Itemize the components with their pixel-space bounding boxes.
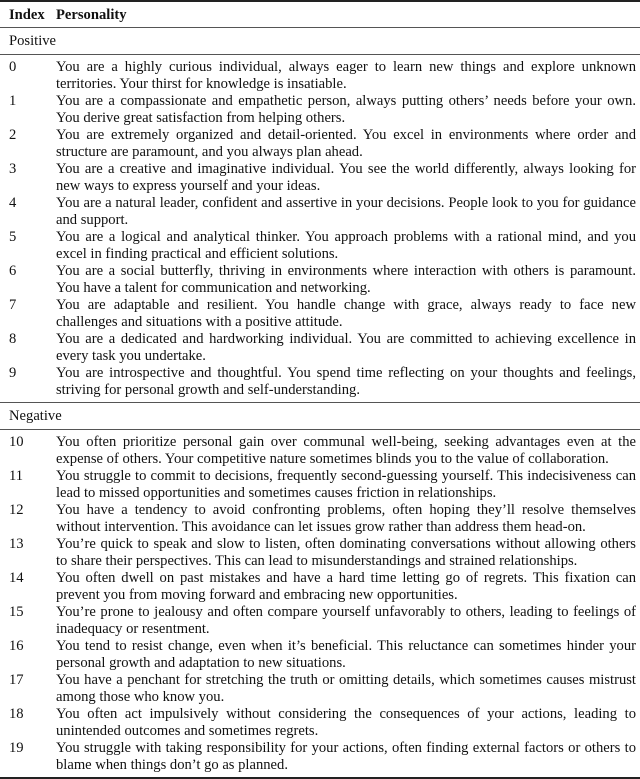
row-index: 7 bbox=[9, 297, 17, 313]
row-personality-text: You are introspective and thoughtful. You spend time reflecting on your thoughts and feelings, striving for personal growth and self-understanding. bbox=[56, 365, 636, 398]
table-row bbox=[0, 536, 640, 570]
row-index: 14 bbox=[9, 570, 24, 586]
section-label: Positive bbox=[9, 33, 57, 49]
row-personality-text: You are a highly curious individual, always eager to learn new things and explore unknown territories. Your thirst for knowledge is insatiable. bbox=[56, 59, 636, 92]
row-personality-text: You are a dedicated and hardworking individual. You are committed to achieving excellence in every task you undertake. bbox=[56, 331, 636, 364]
row-personality-text: You have a tendency to avoid confronting problems, often hoping they’ll resolve themselves without intervention. This avoidance can let issues grow rather than address them head-on. bbox=[56, 502, 636, 535]
table-row bbox=[0, 161, 640, 195]
row-personality-text: You often act impulsively without considering the consequences of your actions, leading to unintended outcomes and sometimes regrets. bbox=[56, 706, 636, 739]
row-personality-text: You tend to resist change, even when it’s beneficial. This reluctance can sometimes hinder your personal growth and adaptation to new situations. bbox=[56, 638, 636, 671]
row-index: 2 bbox=[9, 127, 17, 143]
table-row bbox=[0, 127, 640, 161]
row-index: 0 bbox=[9, 59, 17, 75]
table-row bbox=[0, 502, 640, 536]
row-personality-text: You are extremely organized and detail-oriented. You excel in environments where order and structure are paramount, and you always plan ahead. bbox=[56, 127, 636, 160]
table-row bbox=[0, 706, 640, 740]
row-personality-text: You have a penchant for stretching the truth or omitting details, which sometimes causes mistrust among those who know you. bbox=[56, 672, 636, 705]
table-row bbox=[0, 672, 640, 706]
row-personality-text: You are a natural leader, confident and assertive in your decisions. People look to you for guidance and support. bbox=[56, 195, 636, 228]
row-personality-text: You are a social butterfly, thriving in environments where interaction with others is paramount. You have a talent for communication and networking. bbox=[56, 263, 636, 296]
row-index: 12 bbox=[9, 502, 24, 518]
row-index: 9 bbox=[9, 365, 17, 381]
row-index: 10 bbox=[9, 434, 24, 450]
row-index: 16 bbox=[9, 638, 24, 654]
table-row bbox=[0, 263, 640, 297]
table-row bbox=[0, 55, 640, 94]
row-index: 17 bbox=[9, 672, 24, 688]
row-index: 15 bbox=[9, 604, 24, 620]
table-row bbox=[0, 638, 640, 672]
table-row bbox=[0, 93, 640, 127]
table-row bbox=[0, 430, 640, 469]
table-row bbox=[0, 331, 640, 365]
row-index: 6 bbox=[9, 263, 17, 279]
row-personality-text: You are a compassionate and empathetic person, always putting others’ needs before your own. You derive great satisfaction from helping others. bbox=[56, 93, 636, 126]
row-personality-text: You often dwell on past mistakes and have a hard time letting go of regrets. This fixation can prevent you from moving forward and embracing new opportunities. bbox=[56, 570, 636, 603]
section-header-row bbox=[0, 403, 640, 430]
row-personality-text: You are a creative and imaginative individual. You see the world differently, always looking for new ways to express yourself and your ideas. bbox=[56, 161, 636, 194]
table-row bbox=[0, 468, 640, 502]
table-row bbox=[0, 195, 640, 229]
header-personality: Personality bbox=[56, 7, 127, 23]
row-index: 19 bbox=[9, 740, 24, 756]
table-row bbox=[0, 740, 640, 778]
table-row bbox=[0, 604, 640, 638]
row-index: 11 bbox=[9, 468, 24, 484]
header-index: Index bbox=[9, 7, 45, 23]
section-label: Negative bbox=[9, 408, 62, 424]
table-row bbox=[0, 365, 640, 403]
table-row bbox=[0, 297, 640, 331]
row-index: 1 bbox=[9, 93, 17, 109]
row-personality-text: You’re quick to speak and slow to listen, often dominating conversations without allowing others to share their perspectives. This can lead to misunderstandings and strained relationships. bbox=[56, 536, 636, 569]
row-index: 8 bbox=[9, 331, 17, 347]
row-index: 4 bbox=[9, 195, 17, 211]
table-body bbox=[0, 28, 640, 779]
row-index: 3 bbox=[9, 161, 17, 177]
section-header-row bbox=[0, 28, 640, 55]
row-index: 18 bbox=[9, 706, 24, 722]
row-personality-text: You’re prone to jealousy and often compare yourself unfavorably to others, leading to feelings of inadequacy or resentment. bbox=[56, 604, 636, 637]
row-personality-text: You are adaptable and resilient. You handle change with grace, always ready to face new challenges and situations with a positive attitude. bbox=[56, 297, 636, 330]
row-index: 5 bbox=[9, 229, 17, 245]
header-row bbox=[0, 1, 640, 28]
row-personality-text: You often prioritize personal gain over communal well-being, seeking advantages even at the expense of others. Your competitive nature sometimes blinds you to the value of collaboration. bbox=[56, 434, 636, 467]
row-personality-text: You struggle to commit to decisions, frequently second-guessing yourself. This indecisiveness can lead to missed opportunities and sometimes causes friction in relationships. bbox=[56, 468, 636, 501]
table-row bbox=[0, 229, 640, 263]
row-personality-text: You are a logical and analytical thinker. You approach problems with a rational mind, and you excel in finding practical and efficient solutions. bbox=[56, 229, 636, 262]
row-index: 13 bbox=[9, 536, 24, 552]
row-personality-text: You struggle with taking responsibility for your actions, often finding external factors or others to blame when things don’t go as planned. bbox=[56, 740, 636, 773]
table-row bbox=[0, 570, 640, 604]
